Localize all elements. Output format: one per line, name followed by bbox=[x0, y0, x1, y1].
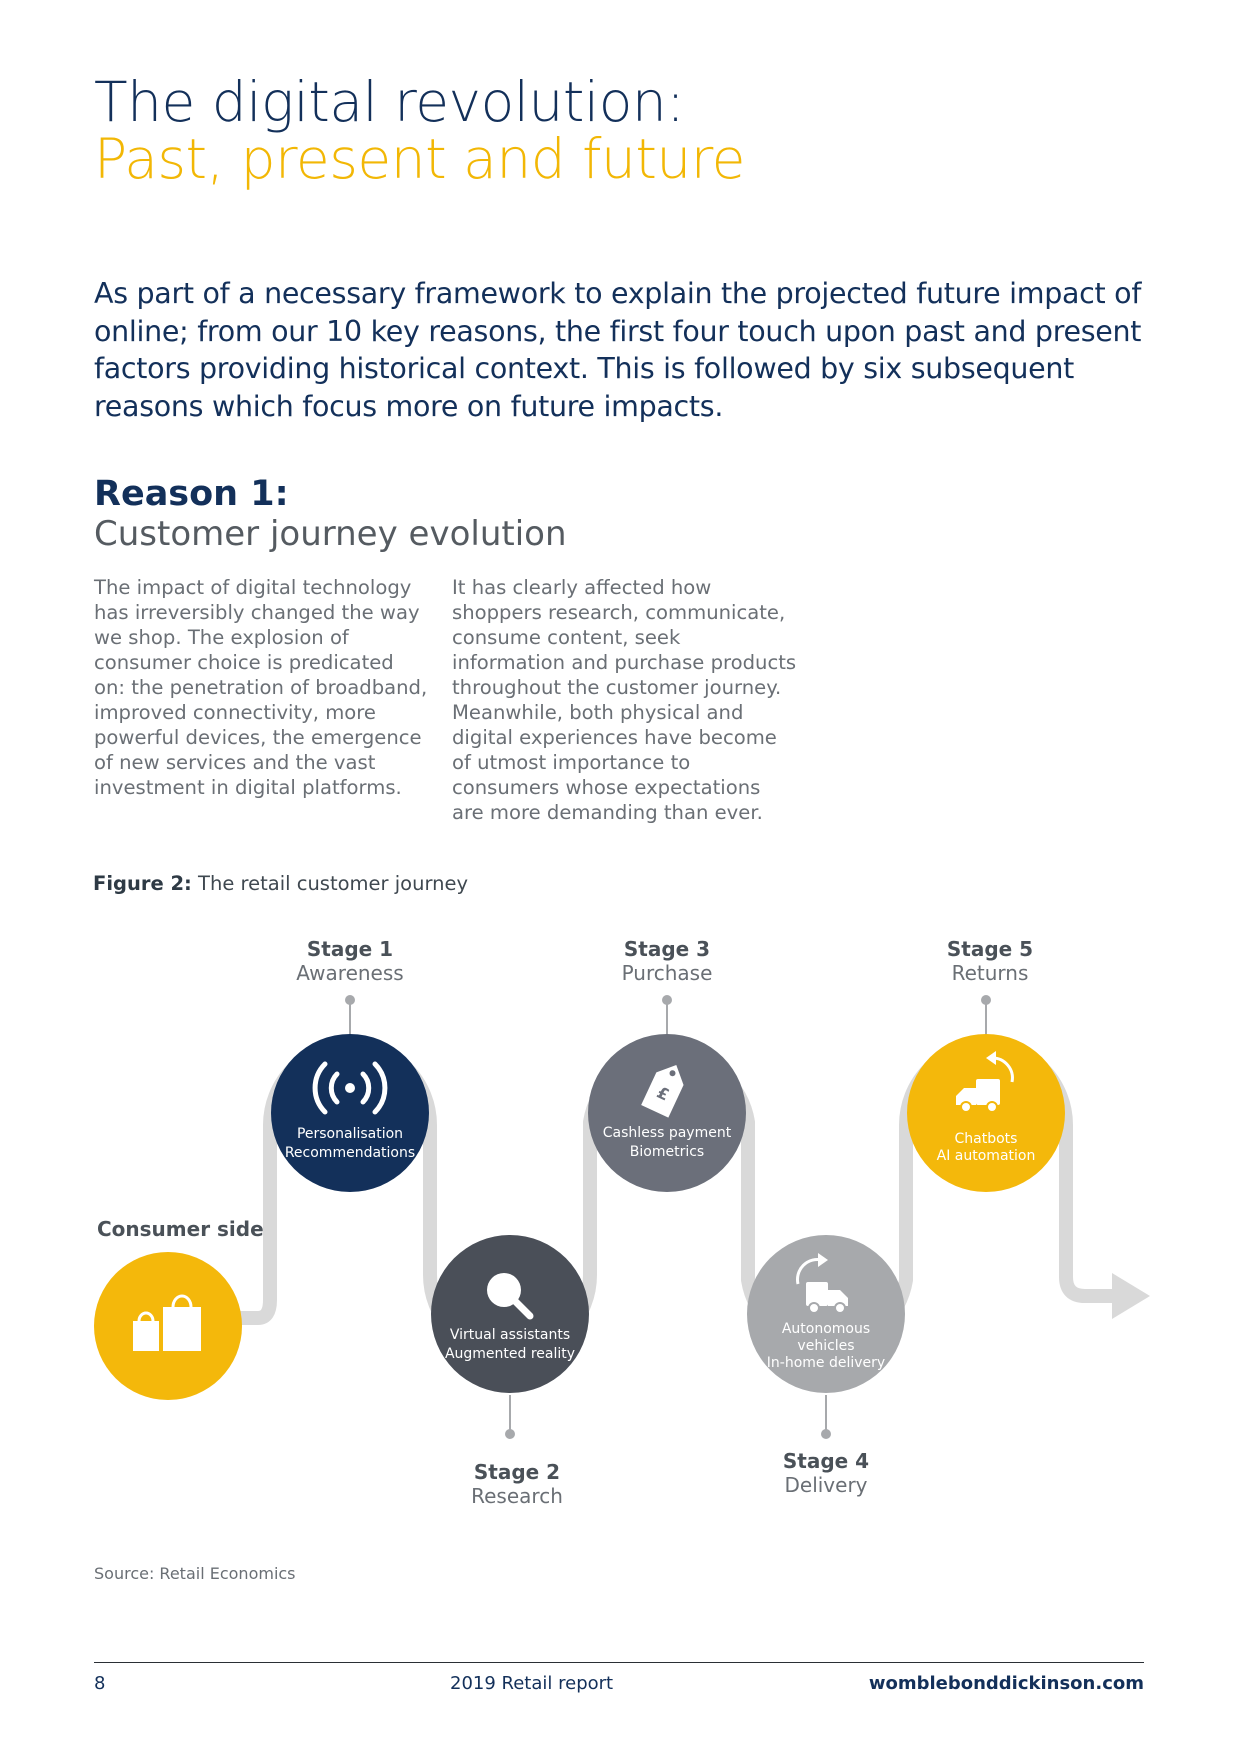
stage-1-features bbox=[275, 1125, 425, 1163]
stage-5-feature: Chatbots bbox=[954, 1131, 1018, 1147]
reason-column-1: The impact of digital technology has irreversibly changed the way we shop. The explosion of consumer choice is predicated on: the penetration of broadband, improved connectivity, more powerful devices, the emergence of new services and the vast investment in digital platforms. bbox=[94, 576, 428, 799]
figure-caption-text: The retail customer journey bbox=[198, 872, 469, 895]
stage-2-number: Stage 2 bbox=[473, 1460, 561, 1484]
stage-2-label bbox=[407, 1460, 627, 1508]
page-title-line1: The digital revolution: bbox=[94, 70, 685, 134]
stage-2-circle bbox=[431, 1235, 589, 1393]
journey-arrowhead bbox=[1112, 1273, 1150, 1319]
stage-3-feature: Biometrics bbox=[629, 1144, 705, 1160]
stage-4-features bbox=[751, 1321, 901, 1372]
stage-4-label bbox=[716, 1449, 936, 1497]
stage-2-name: Research bbox=[471, 1484, 563, 1508]
reason-subtitle: Customer journey evolution bbox=[94, 514, 567, 554]
stage-4-name: Delivery bbox=[784, 1473, 868, 1497]
report-name: 2019 Retail report bbox=[450, 1673, 614, 1694]
stage-5-circle bbox=[907, 1034, 1065, 1192]
footer-divider bbox=[94, 1662, 1144, 1663]
stage-3-features bbox=[592, 1124, 742, 1162]
stage-4-feature: In-home delivery bbox=[766, 1355, 886, 1371]
stage-2-feature: Augmented reality bbox=[444, 1346, 576, 1362]
reason-title: Reason 1: bbox=[94, 474, 289, 514]
stage-1-number: Stage 1 bbox=[306, 937, 394, 961]
figure-source: Source: Retail Economics bbox=[94, 1564, 296, 1583]
stage-5-name: Returns bbox=[951, 961, 1029, 985]
stage-1-circle bbox=[271, 1034, 429, 1192]
stage-4-feature: Autonomous bbox=[781, 1321, 871, 1337]
stage-3-number: Stage 3 bbox=[623, 937, 711, 961]
page-number: 8 bbox=[94, 1673, 106, 1694]
reason-column-2: It has clearly affected how shoppers research, communicate, consume content, seek information and purchase products throughout the customer journey. Meanwhile, both physical and digital experiences have become of utmost importance to consumers whose expectations are more demanding than ever. bbox=[452, 576, 797, 824]
stage-3-feature: Cashless payment bbox=[602, 1125, 732, 1141]
stage-4-number: Stage 4 bbox=[782, 1449, 870, 1473]
stage-5-label bbox=[880, 937, 1100, 985]
stage-2-features bbox=[435, 1326, 585, 1364]
stage-1-feature: Personalisation bbox=[296, 1126, 404, 1142]
stage-4-feature: vehicles bbox=[797, 1338, 855, 1354]
svg-text:£: £ bbox=[653, 1082, 673, 1105]
stage-1-label bbox=[240, 937, 460, 985]
stage-1-feature: Recommendations bbox=[284, 1145, 416, 1161]
intro-paragraph: As part of a necessary framework to explain the projected future impact of online; from our 10 key reasons, the first four touch upon past and present factors providing historical context. This is followed by six subsequent reasons which focus more on future impacts. bbox=[94, 277, 1142, 423]
stage-5-features bbox=[911, 1131, 1061, 1165]
stage-1-name: Awareness bbox=[296, 961, 404, 985]
stage-5-number: Stage 5 bbox=[946, 937, 1034, 961]
stage-5-feature: AI automation bbox=[936, 1148, 1036, 1164]
page-title-line2: Past, present and future bbox=[94, 127, 745, 191]
stage-3-label bbox=[557, 937, 777, 985]
consumer-side-label: Consumer side bbox=[97, 1217, 264, 1241]
stage-2-feature: Virtual assistants bbox=[449, 1327, 571, 1343]
website-url: womblebonddickinson.com bbox=[868, 1673, 1144, 1694]
stage-3-name: Purchase bbox=[621, 961, 713, 985]
figure-label: Figure 2: bbox=[93, 872, 192, 895]
